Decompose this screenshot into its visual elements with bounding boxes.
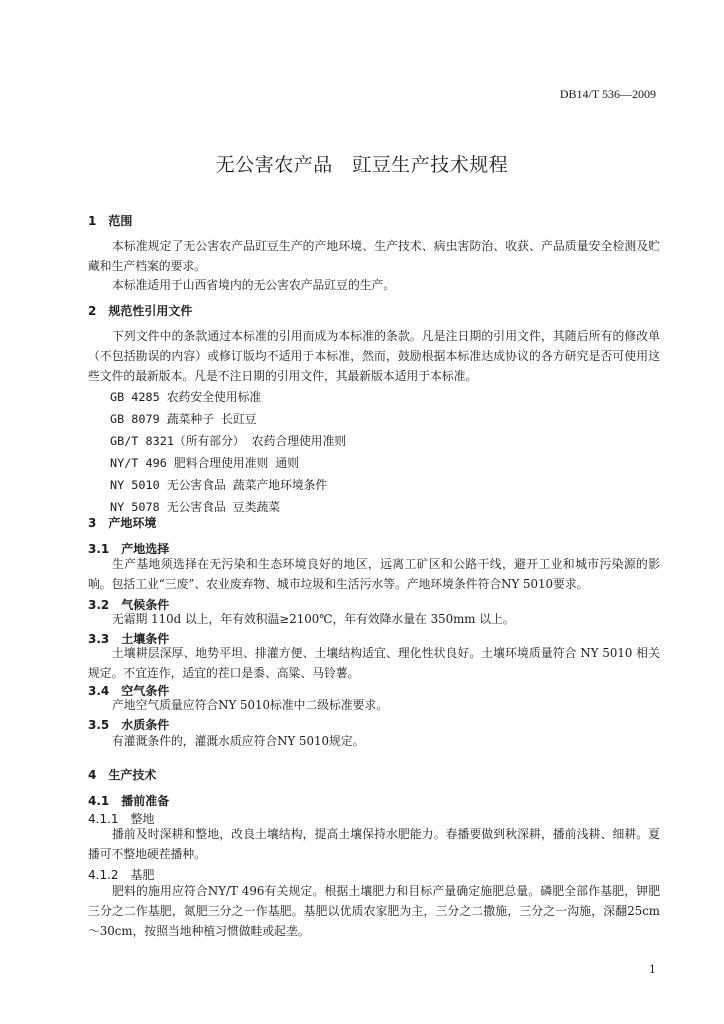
section-title: 规范性引用文件 — [108, 304, 193, 318]
section-number: 3 — [88, 516, 97, 530]
section-heading-3 — [88, 514, 156, 531]
subsection-title: 产地选择 — [121, 542, 170, 556]
subsection-title: 整地 — [130, 812, 155, 826]
subsection-number: 4.1.2 — [88, 868, 119, 882]
subsection-title: 基肥 — [130, 868, 155, 882]
subsection-title: 空气条件 — [121, 684, 170, 698]
subsection-number: 3.1 — [88, 542, 110, 556]
subsection-title: 气候条件 — [121, 598, 170, 612]
reference-item: GB/T 8321（所有部分） 农药合理使用准则 — [110, 434, 347, 448]
paragraph-site-selection: 生产基地须选择在无污染和生态环境良好的地区，远离工矿区和公路干线，避开工业和城市污染源的影响。包括工业“三废”、农业废弃物、城市垃圾和生活污水等。产地环境条件符合NY 5010要求。 — [88, 557, 660, 591]
subsection-number: 3.3 — [88, 632, 110, 646]
section-heading-2 — [88, 302, 192, 319]
paragraph-soil: 土壤耕层深厚、地势平坦、排灌方便、土壤结构适宜、理化性状良好。土壤环境质量符合 NY 5010 相关规定。不宜连作，适宜的茬口是黍、高粱、马铃薯。 — [88, 646, 660, 680]
subsection-number: 4.1.1 — [88, 812, 119, 826]
reference-item: NY 5078 无公害食品 豆类蔬菜 — [110, 500, 281, 514]
reference-item: GB 8079 蔬菜种子 长豇豆 — [110, 412, 257, 426]
section-heading-4 — [88, 766, 156, 783]
section-title: 产地环境 — [108, 516, 157, 530]
paragraph-base-fertilizer: 肥料的施用应符合NY/T 496有关规定。根据土壤肥力和目标产量确定施肥总量。磷肥全部作基肥，钾肥三分之二作基肥，氮肥三分之一作基肥。基肥以优质农家肥为主，三分之二撒施，三分之一沟施，深翻25cm～30cm，按照当地种植习惯做畦或起垄。 — [88, 884, 660, 938]
reference-item: NY 5010 无公害食品 蔬菜产地环境条件 — [110, 478, 328, 492]
reference-item: GB 4285 农药安全使用标准 — [110, 390, 262, 404]
section-number: 1 — [88, 214, 97, 228]
document-code: DB14/T 536—2009 — [559, 87, 656, 101]
subsection-number: 3.2 — [88, 598, 110, 612]
paragraph-climate: 无霜期 110d 以上，年有效积温≥2100℃，年有效降水量在 350mm 以上。 — [112, 612, 515, 626]
subsection-title: 土壤条件 — [121, 632, 170, 646]
paragraph-air: 产地空气质量应符合NY 5010标准中二级标准要求。 — [112, 698, 389, 712]
paragraph-scope-1: 本标准规定了无公害农产品豇豆生产的产地环境、生产技术、病虫害防治、收获、产品质量安全检测及贮藏和生产档案的要求。 — [88, 239, 660, 273]
subsection-number: 4.1 — [88, 794, 110, 808]
section-number: 2 — [88, 304, 97, 318]
paragraph-references: 下列文件中的条款通过本标准的引用而成为本标准的条款。凡是注日期的引用文件，其随后所有的修改单（不包括勘误的内容）或修订版均不适用于本标准，然而，鼓励根据本标准达成协议的各方研究是否可使用这些文件的最新版本。凡是不注日期的引用文件，其最新版本适用于本标准。 — [88, 329, 660, 383]
subsection-number: 3.4 — [88, 684, 110, 698]
subsection-title: 水质条件 — [121, 718, 170, 732]
section-heading-1 — [88, 212, 132, 229]
section-title: 生产技术 — [108, 768, 157, 782]
section-title: 范围 — [108, 214, 133, 228]
subsection-heading-4-1 — [88, 792, 169, 809]
document-title: 无公害农产品 豇豆生产技术规程 — [215, 154, 509, 176]
subsection-number: 3.5 — [88, 718, 110, 732]
reference-item: NY/T 496 肥料合理使用准则 通则 — [110, 456, 299, 470]
section-number: 4 — [88, 768, 97, 782]
paragraph-water: 有灌溉条件的，灌溉水质应符合NY 5010规定。 — [112, 734, 365, 748]
paragraph-scope-2: 本标准适用于山西省境内的无公害农产品豇豆的生产。 — [112, 278, 396, 292]
paragraph-land-prep: 播前及时深耕和整地，改良土壤结构，提高土壤保持水肥能力。春播要做到秋深耕，播前浅耕、细耕。夏播可不整地硬茬播种。 — [88, 827, 660, 861]
page-number: 1 — [649, 963, 656, 976]
subsection-title: 播前准备 — [121, 794, 170, 808]
